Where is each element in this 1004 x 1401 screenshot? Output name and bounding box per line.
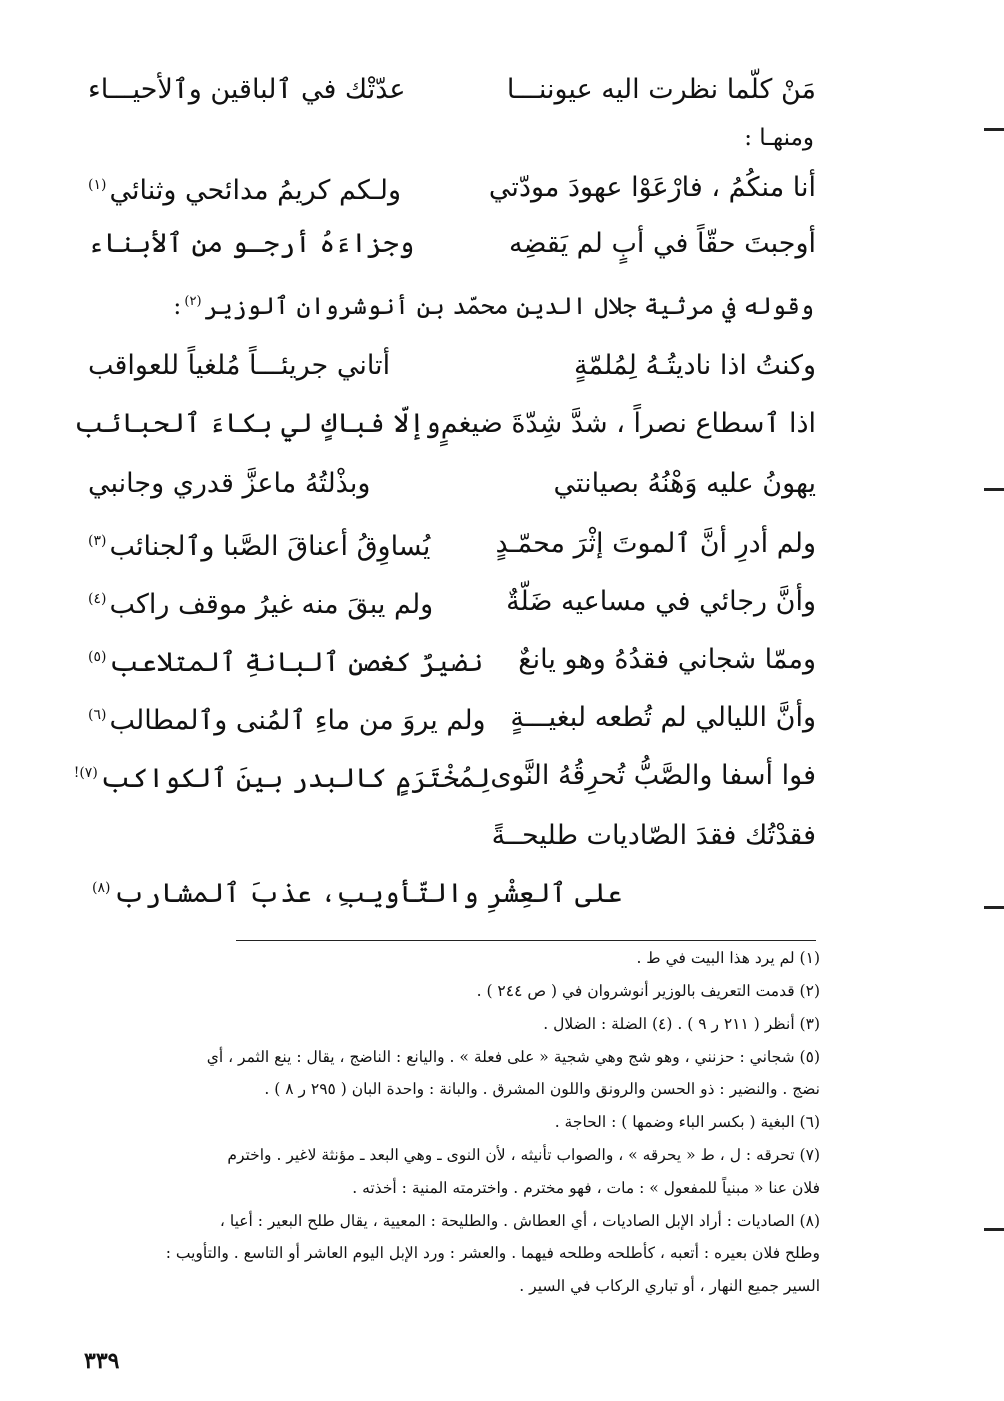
elegy-introduction-text: وقوله في مرثية جلال الدين محمّد بن أنوشروان ٱلوزير xyxy=(204,292,814,320)
verse-first-hemistich: أوجبتَ حقّاً في أبٍ لم يَقضِه xyxy=(509,228,816,259)
verse-first-hemistich: وممّا شجاني فقدُهُ وهو يانعٌ xyxy=(518,644,816,675)
verse-line xyxy=(73,748,816,804)
section-label: ومنهـا : xyxy=(744,125,814,151)
margin-scan-mark xyxy=(984,488,1004,491)
footnote-line: (٣) أنظر ( ٢١١ ر ٩ ) . (٤) الضلة : الضلال . xyxy=(543,1015,820,1033)
introduction-colon: : xyxy=(173,292,182,320)
footnote-line: فلان عنا « مبنياً للمفعول » : مات ، فهو مخترم . واخترمته المنية : أخذته . xyxy=(352,1179,820,1197)
verse-second-hemistich xyxy=(88,513,430,575)
verse-second-hemistich xyxy=(88,456,370,512)
verse-line xyxy=(88,574,816,630)
elegy-introduction xyxy=(173,282,814,326)
verse-second-hemistich xyxy=(88,62,406,118)
verse-second-hemistich xyxy=(88,687,486,749)
margin-scan-mark xyxy=(984,1228,1004,1231)
verse-second-hemistich xyxy=(88,571,433,633)
footnote-separator xyxy=(236,940,816,941)
verse-second-text: ولم يبقَ منه غيرُ موقف راكب xyxy=(109,589,434,620)
margin-scan-mark xyxy=(984,128,1004,131)
footnote-marker: (٢) xyxy=(184,294,202,309)
verse-second-hemistich xyxy=(74,396,441,452)
verse-line xyxy=(88,456,816,512)
verse-first-hemistich: اذا ٱسطاع نصراً ، شدَّ شِدّةَ ضيغمٍ xyxy=(440,408,816,439)
verse-line xyxy=(88,690,816,746)
footnote-marker: (٧)! xyxy=(73,765,98,781)
verse-second-text: ولـكم كريمُ مدائحي وثنائي xyxy=(109,175,402,206)
verse-first-hemistich: ولم أدرِ أنَّ ٱلموتَ إثْرَ محمّـدٍ xyxy=(495,528,816,559)
final-verse-first: فقدْتُك فقدَ الصّاديات طليحــةً xyxy=(491,820,816,851)
verse-line xyxy=(88,632,816,688)
verse-first-hemistich: وكنتُ اذا ناديتُـهُ لِمُلمّةٍ xyxy=(574,350,816,381)
footnote-line: (٥) شجاني : حزنني ، وهو شج وهي شجية « على فعلة » . واليانع : الناضج ، يقال : ينع الثمر ، أي xyxy=(206,1048,820,1066)
footnote-line: (١) لم يرد هذا البيت في ط . xyxy=(636,949,820,967)
final-verse-second xyxy=(92,860,622,922)
verse-second-text: عدّتْك في ٱلباقين وٱلأحيـــاء xyxy=(88,74,406,105)
footnote-marker: (٤) xyxy=(88,591,107,607)
verse-second-text: وجزاءَهُ أرجـو من ٱلأبناء xyxy=(88,228,415,259)
footnote-marker: (١) xyxy=(88,177,107,193)
verse-line xyxy=(74,396,816,452)
verse-second-text: لِمُخْتَرَمٍ كالبدر بينَ ٱلكواكب xyxy=(100,763,491,794)
verse-second-hemistich xyxy=(88,157,401,219)
verse-line xyxy=(88,338,816,394)
verse-second-hemistich xyxy=(88,629,483,691)
verse-second-text: نضيرٌ كغصن ٱلبانةِ ٱلمتلاعب xyxy=(109,647,484,678)
verse-second-text: وإلّا فباكٍ لي بكاءَ ٱلحبائب xyxy=(74,408,441,439)
verse-line xyxy=(88,160,816,216)
footnote-line: نضج . والنضير : ذو الحسن والرونق واللون المشرق . والبانة : واحدة البان ( ٢٩٥ ر ٨ ) . xyxy=(264,1080,820,1098)
verse-second-hemistich xyxy=(74,745,491,807)
footnote-line: (٨) الصاديات : أراد الإبل الصاديات ، أي العطاش . والطليحة : المعيية ، يقال طلح البعير : أعيا ، xyxy=(219,1212,820,1230)
footnote-line: (٦) البغية ( بكسر الباء وضمها ) : الحاجة . xyxy=(554,1113,820,1131)
verse-second-text: أتاني جريئـــاً مُلغياً للعواقب xyxy=(88,350,391,381)
verse-first-hemistich: يهونُ عليه وَهْنُهُ بصيانتي xyxy=(553,468,816,499)
footnote-line: (٢) قدمت التعريف بالوزير أنوشروان في ( ص ٢٤٤ ) . xyxy=(476,982,820,1000)
verse-line xyxy=(88,62,816,118)
margin-scan-mark xyxy=(984,906,1004,909)
verse-first-hemistich: وأنَّ رجائي في مساعيه ضَلّةٌ xyxy=(506,586,816,617)
verse-second-text: يُساوِقُ أعناقَ الصَّبا وٱلجنائب xyxy=(109,531,431,562)
final-verse-second-text: على ٱلعِشْرِ والتّأويبِ، عذبَ ٱلمشارب xyxy=(113,878,623,909)
footnote-line: (٧) تحرقه : ل ، ط « يحرقه » ، والصواب تأنيثه ، لأن النوى ـ وهي البعد ـ مؤنثة لاغير . واخترم xyxy=(227,1146,820,1164)
verse-line xyxy=(88,516,816,572)
footnote-marker: (٨) xyxy=(92,880,111,896)
verse-first-hemistich: مَنْ كلّما نظرت اليه عيوننـــا xyxy=(506,74,816,105)
footnote-marker: (٦) xyxy=(88,707,107,723)
verse-second-hemistich xyxy=(88,338,390,394)
page-number: ٣٣٩ xyxy=(84,1348,120,1374)
verse-first-hemistich: وأنَّ الليالي لم تُطعه لبغيـــةٍ xyxy=(510,702,816,733)
verse-second-hemistich xyxy=(88,216,414,272)
verse-second-text: ولم يروَ من ماءِ ٱلمُنى وٱلمطالب xyxy=(109,705,486,736)
verse-first-hemistich: فوا أسفا والصَّبُّ تُحرِقُهُ النَّوى xyxy=(490,760,816,791)
verse-line xyxy=(88,216,816,272)
footnote-line: السير جميع النهار ، أو تباري الركاب في السير . xyxy=(519,1277,820,1295)
footnote-line: وطلح فلان بعيره : أتعبه ، كأطلحه وطلحه فيهما . والعشر : ورد الإبل اليوم العاشر أو التاسع . والتأويب : xyxy=(165,1244,820,1262)
footnote-marker: (٥) xyxy=(88,649,107,665)
footnote-marker: (٣) xyxy=(88,533,107,549)
verse-first-hemistich: أنا منكُمُ ، فارْعَوْا عهودَ مودّتي xyxy=(488,172,816,203)
verse-second-text: وبذْلتُهُ ماعزَّ قدري وجانبي xyxy=(88,468,371,499)
